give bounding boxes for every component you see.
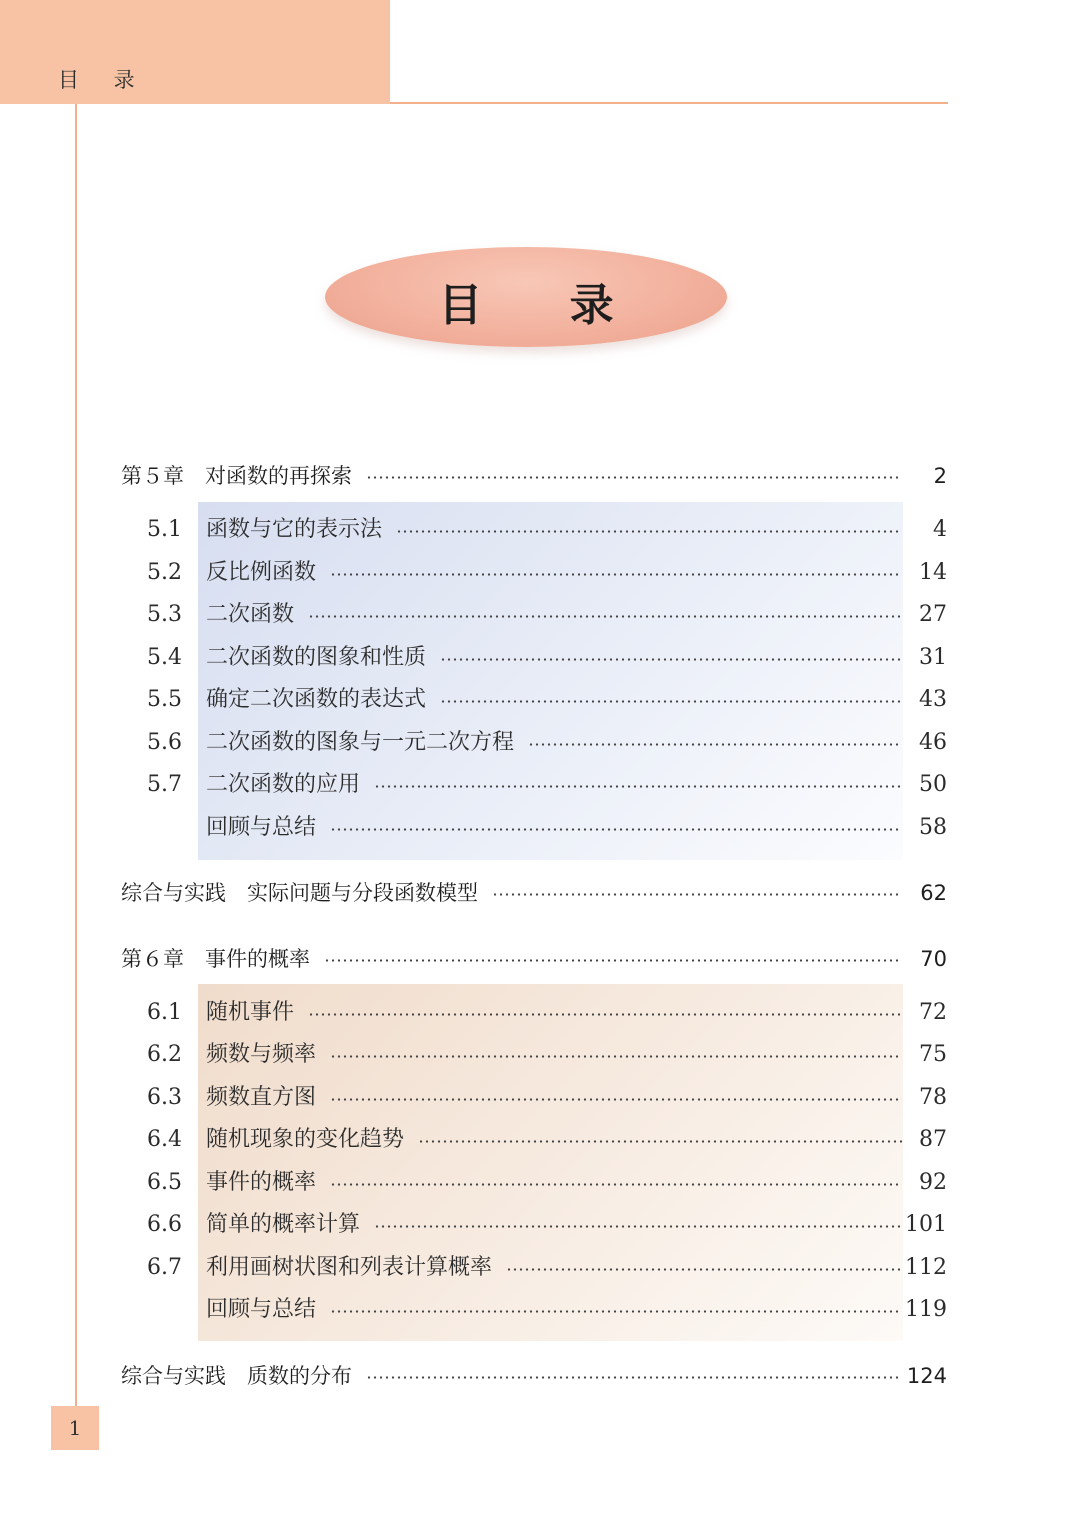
- toc-entry-number: 6.3: [147, 1085, 182, 1110]
- toc-entry-number: 5.7: [147, 772, 182, 797]
- toc-entry-page: 87: [919, 1127, 947, 1152]
- leader-dots: [374, 1225, 902, 1228]
- leader-dots: [396, 530, 902, 533]
- toc-entry-section[interactable]: [0, 1251, 1080, 1285]
- toc-entry-page: 62: [920, 881, 947, 905]
- leader-dots: [492, 893, 902, 896]
- toc-entry-label: 回顾与总结: [206, 815, 317, 840]
- toc-entry-page: 72: [919, 1000, 947, 1025]
- toc-entry-section[interactable]: [0, 683, 1080, 717]
- toc-entry-page: 50: [919, 772, 947, 797]
- toc-entry-label: 随机事件: [206, 1000, 295, 1025]
- toc-entry-page: 46: [919, 730, 947, 755]
- toc-entry-page: 43: [919, 687, 947, 712]
- toc-entry-label: 反比例函数: [206, 560, 317, 585]
- toc-entry-number: 6.2: [147, 1042, 182, 1067]
- toc-entry-section[interactable]: [0, 1208, 1080, 1242]
- toc-entry-label: 综合与实践 实际问题与分段函数模型: [121, 881, 478, 905]
- page-number: 1: [68, 1416, 82, 1440]
- toc-entry-label: 二次函数: [206, 602, 295, 627]
- leader-dots: [440, 700, 902, 703]
- toc-entry-label: 随机现象的变化趋势: [206, 1127, 405, 1152]
- toc-entry-chapter[interactable]: [0, 876, 1080, 910]
- toc-entry-number: 5.4: [147, 645, 182, 670]
- leader-dots: [440, 658, 902, 661]
- toc-entry-number: 5.3: [147, 602, 182, 627]
- toc-entry-chapter[interactable]: [0, 1359, 1080, 1393]
- toc-entry-number: 6.6: [147, 1212, 182, 1237]
- toc-entry-section[interactable]: [0, 556, 1080, 590]
- leader-dots: [528, 743, 902, 746]
- toc-entry-section[interactable]: [0, 768, 1080, 802]
- toc-entry-label: 函数与它的表示法: [206, 517, 383, 542]
- leader-dots: [330, 573, 902, 576]
- toc-entry-page: 119: [905, 1297, 947, 1322]
- toc-entry-label: 第６章 事件的概率: [121, 947, 310, 971]
- toc-entry-number: 6.5: [147, 1170, 182, 1195]
- leader-dots: [308, 615, 902, 618]
- leader-dots: [330, 1183, 902, 1186]
- toc-entry-section[interactable]: [0, 996, 1080, 1030]
- toc-entry-page: 112: [905, 1255, 947, 1280]
- leader-dots: [374, 785, 902, 788]
- leader-dots: [324, 959, 902, 962]
- leader-dots: [506, 1268, 902, 1271]
- toc-entry-page: 2: [933, 464, 947, 488]
- toc-entry-label: 利用画树状图和列表计算概率: [206, 1255, 493, 1280]
- page-title: 目 录: [438, 280, 650, 331]
- header-rule: [390, 102, 948, 104]
- toc-entry-label: 二次函数的图象和性质: [206, 645, 427, 670]
- toc-entry-label: 简单的概率计算: [206, 1212, 361, 1237]
- toc-entry-page: 92: [919, 1170, 947, 1195]
- toc-entry-label: 频数直方图: [206, 1085, 317, 1110]
- toc-entry-section[interactable]: [0, 598, 1080, 632]
- leader-dots: [330, 1055, 902, 1058]
- toc-entry-number: 5.1: [147, 517, 182, 542]
- toc-entry-section[interactable]: [0, 1293, 1080, 1327]
- toc-entry-section[interactable]: [0, 1081, 1080, 1115]
- toc-entry-chapter[interactable]: [0, 942, 1080, 976]
- toc-entry-page: 58: [919, 815, 947, 840]
- toc-entry-page: 31: [919, 645, 947, 670]
- toc-entry-section[interactable]: [0, 811, 1080, 845]
- title-badge: [325, 247, 727, 347]
- toc-entry-page: 27: [919, 602, 947, 627]
- toc-entry-number: 6.4: [147, 1127, 182, 1152]
- toc-entry-label: 第５章 对函数的再探索: [121, 464, 352, 488]
- toc-entry-page: 78: [919, 1085, 947, 1110]
- toc-entry-page: 75: [919, 1042, 947, 1067]
- toc-entry-page: 4: [933, 517, 947, 542]
- toc-entry-number: 6.7: [147, 1255, 182, 1280]
- toc-entry-number: 5.2: [147, 560, 182, 585]
- toc-entry-page: 14: [919, 560, 947, 585]
- toc-entry-section[interactable]: [0, 513, 1080, 547]
- toc-entry-label: 事件的概率: [206, 1170, 317, 1195]
- leader-dots: [330, 1098, 902, 1101]
- header-title: 目 录: [58, 68, 149, 92]
- toc-entry-chapter[interactable]: [0, 459, 1080, 493]
- toc-entry-label: 确定二次函数的表达式: [206, 687, 427, 712]
- leader-dots: [330, 828, 902, 831]
- toc-entry-section[interactable]: [0, 1038, 1080, 1072]
- leader-dots: [366, 476, 902, 479]
- page-number-box: [51, 1406, 99, 1450]
- toc-entry-label: 综合与实践 质数的分布: [121, 1364, 352, 1388]
- toc-entry-number: 5.6: [147, 730, 182, 755]
- toc-entry-label: 回顾与总结: [206, 1297, 317, 1322]
- toc-entry-label: 二次函数的应用: [206, 772, 361, 797]
- toc-entry-label: 频数与频率: [206, 1042, 317, 1067]
- toc-entry-page: 124: [906, 1364, 947, 1388]
- toc-entry-number: 5.5: [147, 687, 182, 712]
- toc-entry-number: 6.1: [147, 1000, 182, 1025]
- toc-entry-section[interactable]: [0, 726, 1080, 760]
- leader-dots: [308, 1013, 902, 1016]
- toc-entry-section[interactable]: [0, 1123, 1080, 1157]
- leader-dots: [330, 1310, 902, 1313]
- toc-entry-section[interactable]: [0, 1166, 1080, 1200]
- leader-dots: [366, 1376, 902, 1379]
- toc-entry-page: 70: [920, 947, 947, 971]
- toc-entry-section[interactable]: [0, 641, 1080, 675]
- toc-entry-page: 101: [905, 1212, 947, 1237]
- toc-entry-label: 二次函数的图象与一元二次方程: [206, 730, 515, 755]
- leader-dots: [418, 1140, 902, 1143]
